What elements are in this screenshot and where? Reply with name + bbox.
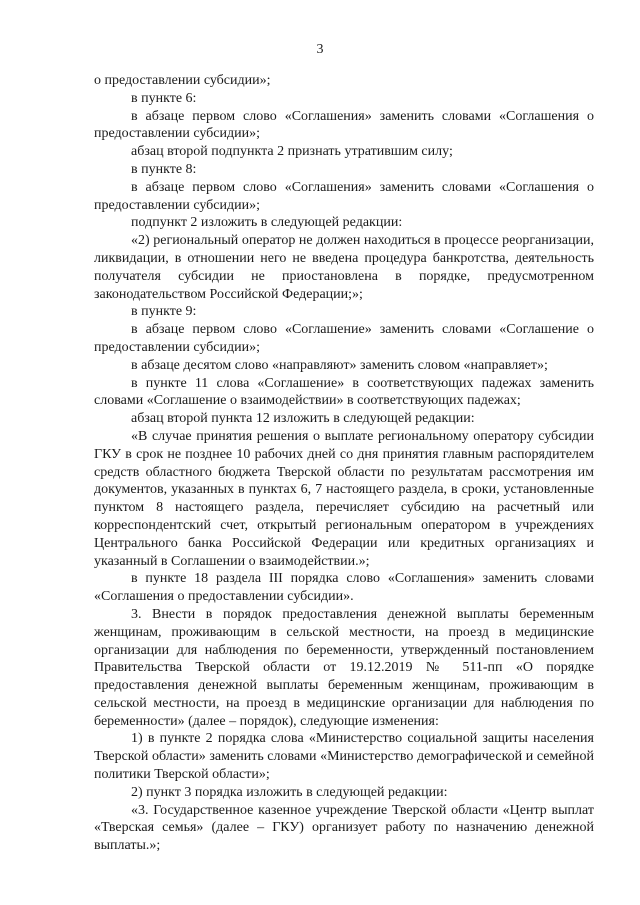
paragraph: абзац второй подпункта 2 признать утратившим силу; [131, 144, 453, 160]
paragraph: «2) региональный оператор не должен находиться в процессе реорганизации, ликвидации, в отношении него не введена процедура банкротства, деятельность получателя субсидии не приостановлена в порядке, предусмотренном законодательством Российской Федерации;»; [94, 233, 594, 302]
document-body [94, 72, 594, 855]
paragraph: «3. Государственное казенное учреждение Тверской области «Центр выплат «Тверская семья» (далее – ГКУ) организует работу по назначению денежной выплаты.»; [94, 802, 594, 854]
paragraph: в абзаце десятом слово «направляют» заменить словом «направляет»; [131, 357, 548, 373]
paragraph: в абзаце первом слово «Соглашения» заменить словами «Соглашения о предоставлении субсидии»; [94, 179, 594, 213]
paragraph: 2) пункт 3 порядка изложить в следующей редакции: [131, 784, 448, 800]
paragraph: в абзаце первом слово «Соглашение» заменить словами «Соглашение о предоставлении субсидии»; [94, 322, 594, 355]
paragraph: абзац второй пункта 12 изложить в следующей редакции: [131, 411, 475, 427]
paragraph: в пункте 9: [131, 304, 197, 320]
paragraph: в пункте 8: [131, 161, 197, 177]
paragraph: 3. Внести в порядок предоставления денежной выплаты беременным женщинам, проживающим в сельской местности, на проезд в медицинские организации для наблюдения по беременности, утвержденный постановлением Правительства Тверской области от 19.12.2019 № 511-пп «О порядке предоставления денежной выплаты беременным женщинам, проживающим в сельской местности, на проезд в медицинские организации для наблюдения по беременности» (далее – порядок), следующие изменения: [94, 606, 594, 729]
paragraph: о предоставлении субсидии»; [94, 73, 271, 88]
paragraph: в пункте 18 раздела III порядка слово «Соглашения» заменить словами «Соглашения о предоставлении субсидии». [94, 571, 594, 605]
paragraph: подпункт 2 изложить в следующей редакции: [131, 215, 403, 231]
paragraph: в пункте 11 слова «Соглашение» в соответствующих падежах заменить словами «Соглашение о взаимодействии» в соответствующих падежах; [94, 375, 594, 409]
paragraph: в пункте 6: [131, 90, 197, 106]
paragraph: в абзаце первом слово «Соглашения» заменить словами «Соглашения о предоставлении субсидии»; [94, 108, 594, 142]
paragraph: 1) в пункте 2 порядка слова «Министерство социальной защиты населения Тверской области» заменить словами «Министерство демографической и семейной политики Тверской области»; [94, 731, 594, 783]
paragraph: «В случае принятия решения о выплате региональному оператору субсидии ГКУ в срок не позднее 10 рабочих дней со дня принятия главным распорядителем средств областного бюджета Тверской области по результатам рассмотрения им документов, указанных в пунктах 6, 7 настоящего раздела, в сроки, установленные пунктом 8 настоящего раздела, перечисляет субсидию на расчетный или корреспондентский счет, открытый региональным оператором в учреждениях Центрального банка Российской Федерации или кредитных организациях и указанный в Соглашении о взаимодействии.»; [94, 428, 594, 569]
page-number: 3 [316, 42, 324, 57]
